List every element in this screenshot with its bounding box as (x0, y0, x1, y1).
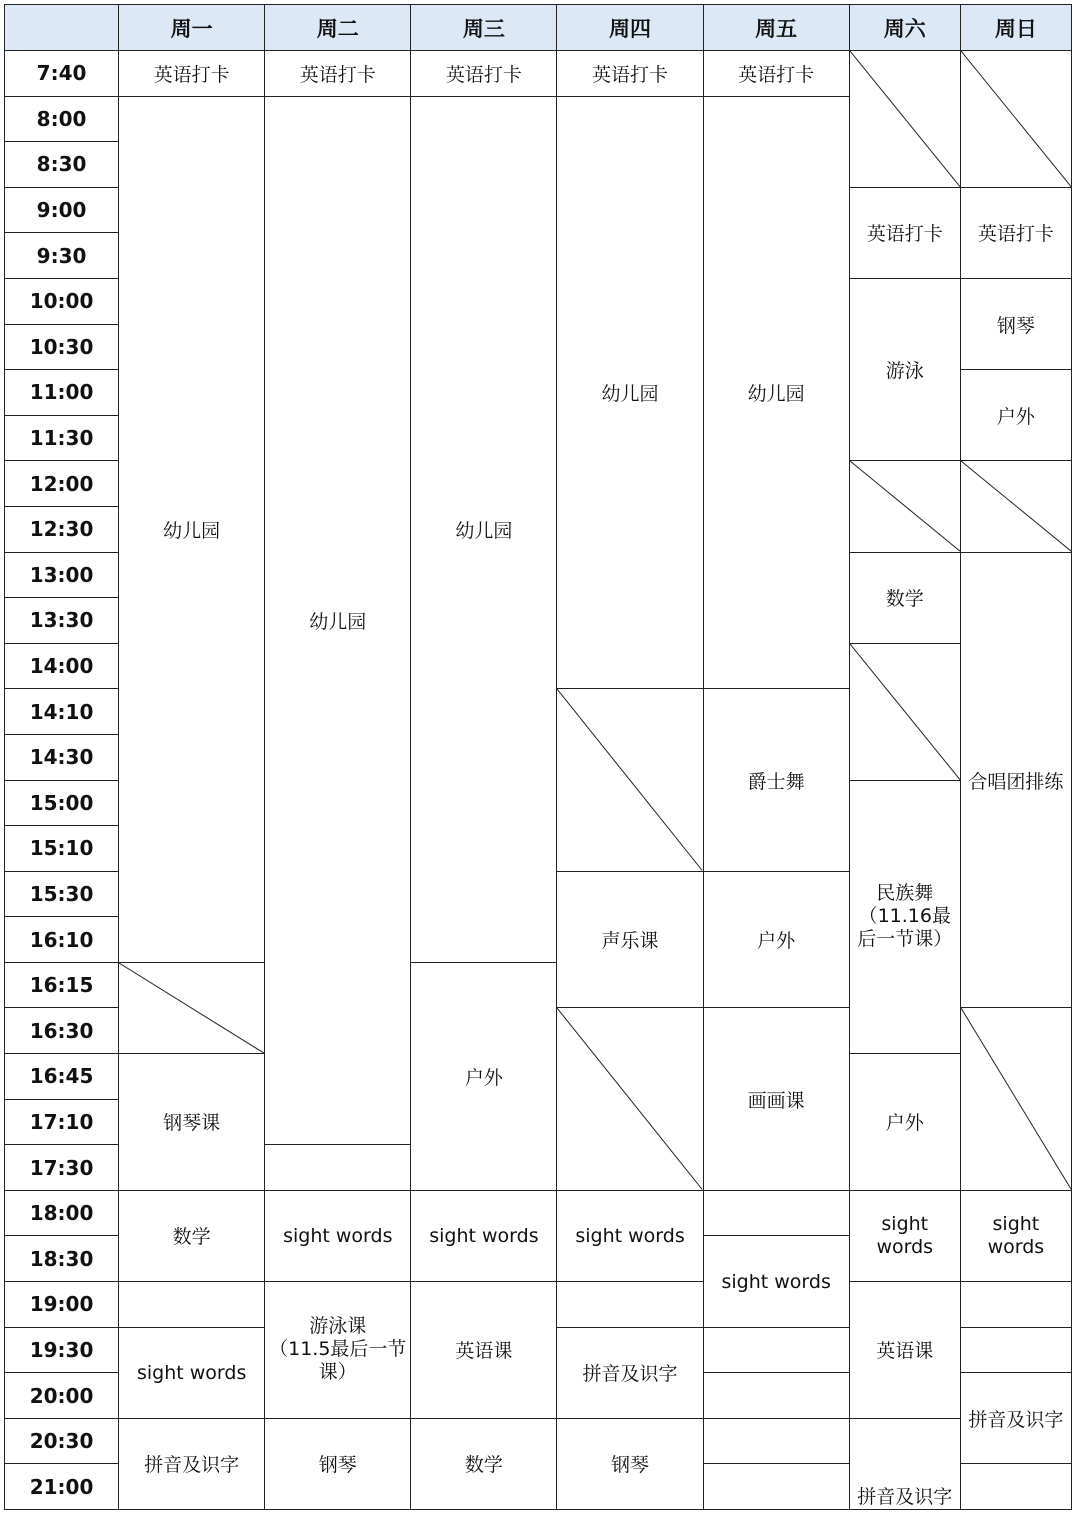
schedule-cell: 户外 (703, 871, 849, 1008)
time-label: 12:00 (5, 461, 119, 507)
time-label: 9:30 (5, 233, 119, 279)
schedule-cell: 钢琴 (960, 278, 1071, 369)
empty-slot (960, 51, 1071, 188)
schedule-cell: 钢琴课 (119, 1054, 265, 1191)
schedule-cell: 画画课 (703, 1008, 849, 1190)
sight-words-label: sight words (987, 1212, 1045, 1258)
schedule-cell (265, 1282, 411, 1419)
time-label: 11:30 (5, 415, 119, 461)
time-label: 17:30 (5, 1145, 119, 1191)
day-header-sun: 周日 (960, 5, 1071, 51)
time-label: 14:00 (5, 643, 119, 689)
schedule-cell (703, 1190, 849, 1236)
time-label: 15:10 (5, 826, 119, 872)
schedule-cell: sight words (557, 1190, 703, 1281)
day-header-wed: 周三 (411, 5, 557, 51)
empty-slot (849, 643, 960, 780)
schedule-cell (960, 1282, 1071, 1328)
time-label: 16:10 (5, 917, 119, 963)
time-label: 10:00 (5, 278, 119, 324)
schedule-cell: sight words (703, 1236, 849, 1327)
schedule-cell: 拼音及识字 (960, 1373, 1071, 1464)
time-label: 15:00 (5, 780, 119, 826)
schedule-cell: 英语课 (849, 1282, 960, 1419)
schedule-cell: 英语课 (411, 1282, 557, 1419)
time-label: 19:00 (5, 1282, 119, 1328)
time-label: 20:30 (5, 1418, 119, 1464)
schedule-cell: 英语打卡 (119, 51, 265, 97)
schedule-cell (265, 1145, 411, 1191)
schedule-cell: 户外 (960, 370, 1071, 461)
time-label: 16:45 (5, 1054, 119, 1100)
time-label: 18:30 (5, 1236, 119, 1282)
schedule-cell (119, 1282, 265, 1328)
time-label: 10:30 (5, 324, 119, 370)
swimming-class-label: 游泳课 （11.5最后一节 课） (269, 1315, 407, 1384)
time-label: 14:30 (5, 734, 119, 780)
schedule-cell (703, 1418, 849, 1464)
schedule-cell: 钢琴 (557, 1418, 703, 1509)
day-header-mon: 周一 (119, 5, 265, 51)
schedule-cell: 英语打卡 (849, 187, 960, 278)
schedule-cell: 英语打卡 (960, 187, 1071, 278)
time-label: 12:30 (5, 506, 119, 552)
schedule-cell: 数学 (119, 1190, 265, 1281)
time-label: 19:30 (5, 1327, 119, 1373)
weekly-schedule-table (4, 4, 1072, 1510)
time-label: 16:15 (5, 962, 119, 1008)
time-label: 18:00 (5, 1190, 119, 1236)
schedule-cell: 幼儿园 (411, 96, 557, 962)
schedule-cell: sight words (411, 1190, 557, 1281)
empty-slot (849, 51, 960, 188)
schedule-cell: 英语打卡 (703, 51, 849, 97)
time-label: 21:00 (5, 1464, 119, 1510)
time-label: 9:00 (5, 187, 119, 233)
schedule-cell (960, 1464, 1071, 1510)
time-label: 17:10 (5, 1099, 119, 1145)
empty-slot (557, 1008, 703, 1190)
schedule-cell: 拼音及识字 (119, 1418, 265, 1509)
time-label: 15:30 (5, 871, 119, 917)
schedule-cell: 数学 (411, 1418, 557, 1509)
time-label: 7:40 (5, 51, 119, 97)
schedule-cell (703, 1373, 849, 1419)
schedule-cell (960, 1327, 1071, 1373)
time-label: 16:30 (5, 1008, 119, 1054)
schedule-cell: 幼儿园 (119, 96, 265, 962)
day-header-sat: 周六 (849, 5, 960, 51)
schedule-cell (557, 1282, 703, 1328)
empty-slot (849, 461, 960, 552)
sight-words-label: sight words (876, 1212, 934, 1258)
schedule-cell (703, 1327, 849, 1373)
schedule-cell: 拼音及识字 (557, 1327, 703, 1418)
schedule-cell: 钢琴 (265, 1418, 411, 1509)
schedule-cell: 游泳 (849, 278, 960, 460)
header-row (5, 5, 1072, 51)
time-label: 13:00 (5, 552, 119, 598)
schedule-cell (849, 1190, 960, 1281)
schedule-cell (849, 1418, 960, 1509)
schedule-cell: 英语打卡 (557, 51, 703, 97)
schedule-cell (703, 1464, 849, 1510)
folk-dance-label: 民族舞 （11.16最 后一节课） (857, 882, 953, 951)
corner-cell (5, 5, 119, 51)
schedule-cell: 合唱团排练 (960, 552, 1071, 1008)
empty-slot (960, 461, 1071, 552)
day-header-tue: 周二 (265, 5, 411, 51)
time-label: 14:10 (5, 689, 119, 735)
schedule-cell: 声乐课 (557, 871, 703, 1008)
schedule-cell: sight words (119, 1327, 265, 1418)
schedule-cell: 英语打卡 (265, 51, 411, 97)
empty-slot (119, 962, 265, 1053)
schedule-cell (960, 1190, 1071, 1281)
schedule-cell: 户外 (411, 962, 557, 1190)
schedule-cell: 幼儿园 (557, 96, 703, 689)
time-label: 20:00 (5, 1373, 119, 1419)
empty-slot (557, 689, 703, 871)
schedule-cell: 英语打卡 (411, 51, 557, 97)
schedule-cell: 户外 (849, 1054, 960, 1191)
time-label: 11:00 (5, 370, 119, 416)
time-label: 13:30 (5, 598, 119, 644)
schedule-cell (849, 780, 960, 1054)
schedule-cell: 幼儿园 (265, 96, 411, 1145)
schedule-cell: 爵士舞 (703, 689, 849, 871)
empty-slot (960, 1008, 1071, 1190)
pinyin-label: 拼音及识字 (857, 1486, 953, 1508)
day-header-thu: 周四 (557, 5, 703, 51)
time-label: 8:30 (5, 142, 119, 188)
time-label: 8:00 (5, 96, 119, 142)
day-header-fri: 周五 (703, 5, 849, 51)
schedule-cell: sight words (265, 1190, 411, 1281)
schedule-cell: 幼儿园 (703, 96, 849, 689)
schedule-cell: 数学 (849, 552, 960, 643)
